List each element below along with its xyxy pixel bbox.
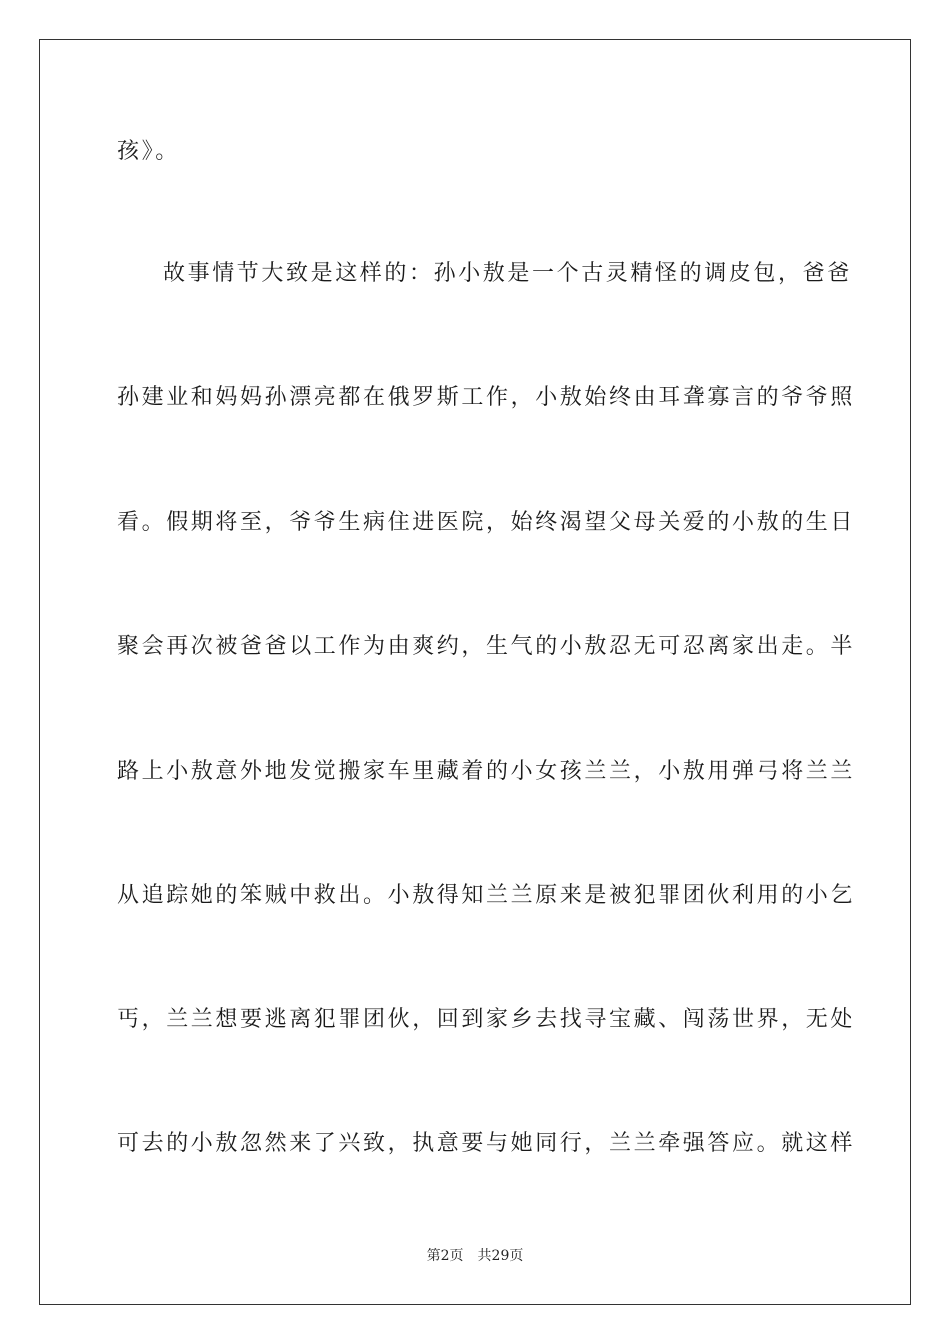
text-line: 可去的小敖忽然来了兴致，执意要与她同行，兰兰牵强答应。就这样	[117, 1131, 856, 1156]
text-line: 聚会再次被爸爸以工作为由爽约，生气的小敖忍无可忍离家出走。半	[117, 634, 856, 659]
page-total: 共29页	[477, 1248, 524, 1264]
text-line: 路上小敖意外地发觉搬家车里藏着的小女孩兰兰，小敖用弹弓将兰兰	[117, 759, 856, 784]
text-line: 孩》。	[117, 139, 180, 164]
text-line: 丐，兰兰想要逃离犯罪团伙，回到家乡去找寻宝藏、闯荡世界，无处	[117, 1007, 856, 1032]
page-number: 第2页	[426, 1248, 464, 1264]
text-line: 从追踪她的笨贼中救出。小敖得知兰兰原来是被犯罪团伙利用的小乞	[117, 883, 856, 908]
page-footer	[0, 1246, 950, 1266]
text-line: 看。假期将至，爷爷生病住进医院，始终渴望父母关爱的小敖的生日	[117, 510, 856, 535]
text-line: 孙建业和妈妈孙漂亮都在俄罗斯工作，小敖始终由耳聋寡言的爷爷照	[117, 385, 856, 410]
page-border	[39, 39, 911, 1305]
paragraph-first-line: 故事情节大致是这样的：孙小敖是一个古灵精怪的调皮包，爸爸	[163, 261, 852, 286]
